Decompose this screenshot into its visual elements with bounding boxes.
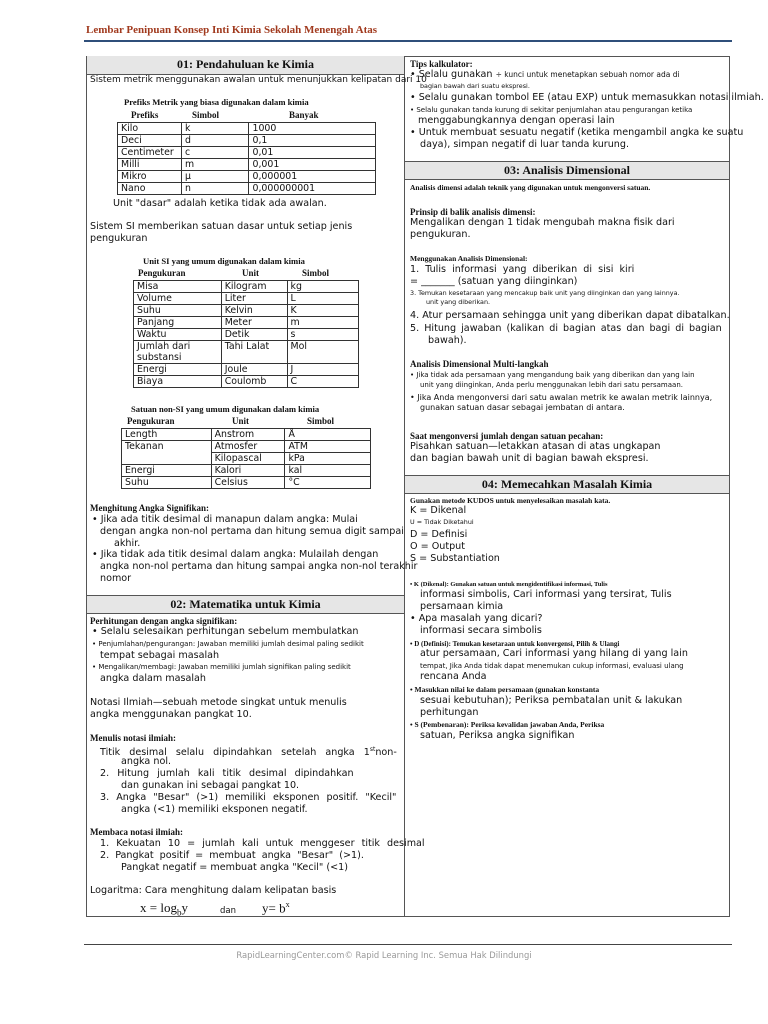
table-cell: 0,1	[249, 135, 376, 147]
sig-rule-1a: • Jika ada titik desimal di manapun dalam angka: Mulai	[92, 514, 358, 525]
table-cell: Mol	[287, 341, 358, 364]
step-text: non-	[375, 747, 397, 759]
table-cell: Kelvin	[221, 305, 287, 317]
table-cell: m	[287, 317, 358, 329]
multistep-2a: • Jika Anda mengonversi dari satu awalan metrik ke awalan metrik lainnya,	[410, 393, 713, 402]
dim-step-1: 1. Tulis informasi yang diberikan di sisi kiri	[410, 264, 635, 275]
prefix-header-simbol: Simbol	[192, 110, 220, 120]
sci-notation-def-1: Notasi Ilmiah—sebuah metode singkat untuk menulis	[90, 697, 347, 708]
table-cell: J	[287, 364, 358, 376]
kudos-d-title: • D (Definisi): Temukan kesetaraan untuk konvergensi, Pilih & Ulangi	[410, 640, 620, 648]
document-title: Lembar Penipuan Konsep Inti Kimia Sekolah Menengah Atas	[86, 24, 378, 36]
section-04-heading: 04: Memecahkan Masalah Kimia	[405, 475, 729, 494]
tip-1a	[410, 69, 680, 81]
table-cell: 0,000001	[249, 171, 376, 183]
table-row	[118, 135, 376, 147]
table-cell: m	[181, 159, 249, 171]
table-row	[134, 364, 359, 376]
prefix-header-prefiks: Prefiks	[131, 110, 159, 120]
table-cell: kPa	[285, 453, 371, 465]
fraction-units-heading: Saat mengonversi jumlah dengan satuan pecahan:	[410, 431, 604, 441]
table-cell: kg	[287, 281, 358, 293]
fraction-units-1: Pisahkan satuan—letakkan atasan di atas ungkapan	[410, 441, 661, 452]
sig-rule-1b: dengan angka non-nol pertama dan hitung semua digit sampai	[100, 526, 404, 537]
logarithm-definition: Logaritma: Cara menghitung dalam kelipatan basis	[90, 885, 337, 896]
principle-line-2: pengukuran.	[410, 229, 471, 240]
kudos-u-2: informasi secara simbolis	[420, 625, 542, 636]
kudos-k: K = Dikenal	[410, 505, 467, 516]
sig-rule-2a: • Jika tidak ada titik desimal dalam angka: Mulailah dengan	[92, 549, 379, 560]
table-row	[118, 123, 376, 135]
table-row	[118, 147, 376, 159]
table-cell: Energi	[134, 364, 222, 376]
si-units-table	[133, 280, 359, 388]
tip-1c: bagian bawah dari suatu ekspresi.	[420, 82, 530, 90]
si-table-caption: Unit SI yang umum digunakan dalam kimia	[143, 256, 305, 266]
tip-text: ÷ kunci untuk menetapkan sebuah nomor ada di	[495, 70, 680, 79]
multistep-1a: • Jika tidak ada persamaan yang mengandung baik yang diberikan dan yang lain	[410, 371, 695, 379]
read-sci-heading: Membaca notasi ilmiah:	[90, 827, 183, 837]
table-row	[122, 429, 371, 441]
table-row	[134, 341, 359, 364]
formula-text: y	[181, 900, 188, 915]
nonsi-header-simbol: Simbol	[307, 416, 335, 426]
table-cell: Kilopascal	[211, 453, 285, 465]
table-row	[134, 329, 359, 341]
principle-line-1: Mengalikan dengan 1 tidak mengubah makna fisik dari	[410, 217, 675, 228]
dim-analysis-intro: Analisis dimensi adalah teknik yang digunakan untuk mengonversi satuan.	[410, 183, 651, 192]
fraction-units-2: dan bagian bawah unit di bagian bawah ekspresi.	[410, 453, 649, 464]
section-03-heading: 03: Analisis Dimensional	[405, 161, 729, 180]
kudos-intro: Gunakan metode KUDOS untuk menyelesaikan masalah kata.	[410, 496, 611, 505]
nonsi-table-caption: Satuan non-SI yang umum digunakan dalam kimia	[131, 404, 320, 414]
kudos-u-1: • Apa masalah yang dicari?	[410, 613, 543, 624]
table-cell: Kilo	[118, 123, 182, 135]
kudos-k-title: • K (Dikenal): Gunakan satuan untuk mengidentifikasi informasi, Tulis	[410, 581, 608, 588]
sig-figs-heading: Menghitung Angka Signifikan:	[90, 503, 210, 513]
base-unit-note: Unit "dasar" adalah ketika tidak ada awalan.	[113, 198, 327, 209]
kudos-o-title: • Masukkan nilai ke dalam persamaan (gunakan konstanta	[410, 685, 600, 694]
multistep-2b: gunakan satuan dasar sebagai jembatan di antara.	[420, 403, 625, 412]
table-cell: Detik	[221, 329, 287, 341]
copyright-footer: RapidLearningCenter.com© Rapid Learning Inc. Semua Hak Dilindungi	[236, 950, 532, 960]
write-step-3a: 3. Angka "Besar" (>1) memiliki eksponen positif. "Kecil"	[100, 792, 397, 803]
table-cell: s	[287, 329, 358, 341]
sci-notation-def-2: angka menggunakan pangkat 10.	[90, 709, 252, 720]
section-02-heading: 02: Matematika untuk Kimia	[87, 595, 404, 614]
tip-2: • Selalu gunakan tombol EE (atau EXP) untuk memasukkan notasi ilmiah.	[410, 92, 764, 103]
log-formula	[140, 900, 188, 918]
nonsi-units-table	[121, 428, 371, 489]
formula-conjunction: dan	[220, 906, 236, 916]
dim-step-5a: 5. Hitung jawaban (kalikan di bagian atas dan bagi di bagian	[410, 323, 722, 334]
table-cell: Milli	[118, 159, 182, 171]
kudos-s-title: • S (Pembenaran): Periksa kevalidan jawaban Anda, Periksa	[410, 720, 605, 729]
kudos-d-3: rencana Anda	[420, 671, 487, 682]
kudos-d: D = Definisi	[410, 529, 468, 540]
table-cell: Mikro	[118, 171, 182, 183]
metric-intro: Sistem metrik menggunakan awalan untuk menunjukkan kelipatan dari 10	[90, 75, 427, 85]
footer-divider	[84, 944, 732, 945]
cell-line: substansi	[137, 352, 182, 363]
formula-text: y= b	[262, 900, 286, 916]
table-cell: K	[287, 305, 358, 317]
table-cell: Suhu	[122, 477, 212, 489]
formula-sup: x	[285, 900, 290, 909]
sig-calc-1: • Selalu selesaikan perhitungan sebelum membulatkan	[92, 626, 359, 637]
kudos-o-2: perhitungan	[420, 707, 479, 718]
principle-heading: Prinsip di balik analisis dimensi:	[410, 207, 536, 217]
table-cell: C	[287, 376, 358, 388]
nonsi-header-pengukuran: Pengukuran	[127, 416, 175, 426]
sig-rule-2c: nomor	[100, 573, 132, 584]
write-step-2a: 2. Hitung jumlah kali titik desimal dipindahkan	[100, 768, 354, 779]
table-cell: kal	[285, 465, 371, 477]
table-cell: Misa	[134, 281, 222, 293]
write-step-3b: angka (<1) memiliki eksponen negatif.	[121, 804, 308, 815]
table-row	[122, 465, 371, 477]
table-cell: Meter	[221, 317, 287, 329]
table-row	[122, 441, 371, 453]
tips-title: Tips kalkulator	[410, 59, 470, 69]
prefix-header-banyak: Banyak	[289, 110, 319, 120]
write-sci-heading: Menulis notasi ilmiah:	[90, 733, 177, 743]
sig-rule-2b: angka non-nol pertama dan hitung sampai angka non-nol terakhir	[100, 561, 418, 572]
table-cell: Tekanan	[122, 441, 212, 465]
table-cell: Joule	[221, 364, 287, 376]
dim-step-1b: = _______ (satuan yang diinginkan)	[410, 276, 578, 287]
dim-step-5b: bawah).	[428, 335, 467, 346]
table-cell: μ	[181, 171, 249, 183]
kudos-k-2: persamaan kimia	[420, 601, 504, 612]
table-cell: L	[287, 293, 358, 305]
table-row	[118, 183, 376, 195]
table-cell: Kalori	[211, 465, 285, 477]
table-cell: Coulomb	[221, 376, 287, 388]
tip-3b: menggabungkannya dengan operasi lain	[418, 115, 615, 126]
tip-text: • Selalu gunakan	[410, 69, 493, 80]
table-cell: Atmosfer	[211, 441, 285, 453]
multistep-heading: Analisis Dimensional Multi-langkah	[410, 359, 549, 369]
table-cell: c	[181, 147, 249, 159]
table-row	[118, 171, 376, 183]
table-cell: °C	[285, 477, 371, 489]
table-row	[122, 477, 371, 489]
kudos-s: S = Substantiation	[410, 553, 500, 564]
si-header-pengukuran: Pengukuran	[138, 268, 186, 278]
table-row	[134, 281, 359, 293]
table-cell: Length	[122, 429, 212, 441]
table-row	[134, 293, 359, 305]
dim-step-3a: 3. Temukan kesetaraan yang mencakup baik unit yang diinginkan dan yang lainnya.	[410, 289, 680, 297]
kudos-u: U = Tidak Diketahui	[410, 518, 474, 526]
sig-calc-3a: • Mengalikan/membagi: Jawaban memiliki jumlah signifikan paling sedikit	[92, 663, 351, 671]
table-row	[118, 159, 376, 171]
nonsi-header-unit: Unit	[232, 416, 250, 426]
dim-step-3b: unit yang diberikan.	[426, 298, 491, 306]
tip-4b: daya), simpan negatif di luar tanda kurung.	[420, 139, 630, 150]
sig-rule-1c: akhir.	[114, 538, 141, 549]
table-cell: Deci	[118, 135, 182, 147]
read-step-1: 1. Kekuatan 10 = jumlah kali untuk menggeser titik desimal	[100, 838, 425, 849]
cell-line: Jumlah dari	[137, 341, 191, 352]
table-cell: n	[181, 183, 249, 195]
dim-step-4: 4. Atur persamaan sehingga unit yang diberikan dapat dibatalkan.	[410, 310, 730, 321]
sig-calc-heading: Perhitungan dengan angka signifikan:	[90, 616, 238, 626]
table-row	[134, 317, 359, 329]
write-step-1b: angka nol.	[121, 756, 172, 767]
tip-4a: • Untuk membuat sesuatu negatif (ketika mengambil angka ke suatu	[410, 127, 744, 138]
table-cell: 0,001	[249, 159, 376, 171]
header-divider	[84, 40, 732, 42]
using-dim-heading: Menggunakan Analisis Dimensional:	[410, 254, 528, 263]
table-cell: Å	[285, 429, 371, 441]
table-cell: Volume	[134, 293, 222, 305]
sig-calc-2b: tempat sebagai masalah	[100, 650, 220, 661]
table-cell: 0,000000001	[249, 183, 376, 195]
formula-sub: b	[176, 907, 182, 918]
step-text: Titik desimal selalu dipindahkan setelah angka 1	[100, 747, 370, 759]
table-row	[134, 305, 359, 317]
table-cell: k	[181, 123, 249, 135]
calculator-tips-heading: Tips kalkulator:	[410, 59, 473, 69]
exp-formula	[262, 900, 290, 916]
table-cell: Centimeter	[118, 147, 182, 159]
read-step-2b: Pangkat negatif = membuat angka "Kecil" (<1)	[121, 862, 349, 873]
table-cell: Biaya	[134, 376, 222, 388]
table-cell: Tahi Lalat	[221, 341, 287, 364]
table-cell: Nano	[118, 183, 182, 195]
kudos-k-1: informasi simbolis, Cari informasi yang tersirat, Tulis	[420, 589, 672, 600]
kudos-d-2: tempat, Jika Anda tidak dapat menemukan cukup informasi, evaluasi ulang	[420, 662, 684, 670]
table-cell: Kilogram	[221, 281, 287, 293]
kudos-o: O = Output	[410, 541, 466, 552]
write-step-2b: dan gunakan ini sebagai pangkat 10.	[121, 780, 300, 791]
tip-3a: • Selalu gunakan tanda kurung di sekitar penjumlahan atau pengurangan ketika	[410, 106, 693, 114]
prefix-table-caption: Prefiks Metrik yang biasa digunakan dalam kimia	[124, 97, 309, 107]
sig-calc-2a: • Penjumlahan/pengurangan: Jawaban memiliki jumlah desimal paling sedikit	[92, 640, 364, 648]
table-cell: 1000	[249, 123, 376, 135]
table-cell: Suhu	[134, 305, 222, 317]
formula-text: x = log	[140, 900, 177, 915]
table-cell: Celsius	[211, 477, 285, 489]
table-cell: d	[181, 135, 249, 147]
read-step-2a: 2. Pangkat positif = membuat angka "Besar" (>1).	[100, 850, 364, 861]
kudos-o-1: sesuai kebutuhan); Periksa pembatalan unit & lakukan	[420, 695, 683, 706]
table-cell: Liter	[221, 293, 287, 305]
si-intro-line-1: Sistem SI memberikan satuan dasar untuk setiap jenis	[90, 221, 353, 232]
kudos-d-1: atur persamaan, Cari informasi yang hilang di yang lain	[420, 648, 688, 659]
prefix-table	[117, 122, 376, 195]
table-cell: Anstrom	[211, 429, 285, 441]
table-cell: 0,01	[249, 147, 376, 159]
table-row	[134, 376, 359, 388]
ordinal-sup: st	[369, 746, 376, 753]
si-header-unit: Unit	[242, 268, 260, 278]
table-cell: ATM	[285, 441, 371, 453]
si-header-simbol: Simbol	[302, 268, 330, 278]
table-cell	[134, 341, 222, 364]
kudos-s-1: satuan, Periksa angka signifikan	[420, 730, 575, 741]
table-cell: Waktu	[134, 329, 222, 341]
multistep-1b: unit yang diinginkan, Anda perlu menggunakan lebih dari satu persamaan.	[420, 381, 683, 389]
si-intro-line-2: pengukuran	[90, 233, 148, 244]
section-01-heading: 01: Pendahuluan ke Kimia	[87, 56, 404, 75]
table-cell: Panjang	[134, 317, 222, 329]
table-cell: Energi	[122, 465, 212, 477]
sig-calc-3b: angka dalam masalah	[100, 673, 206, 684]
